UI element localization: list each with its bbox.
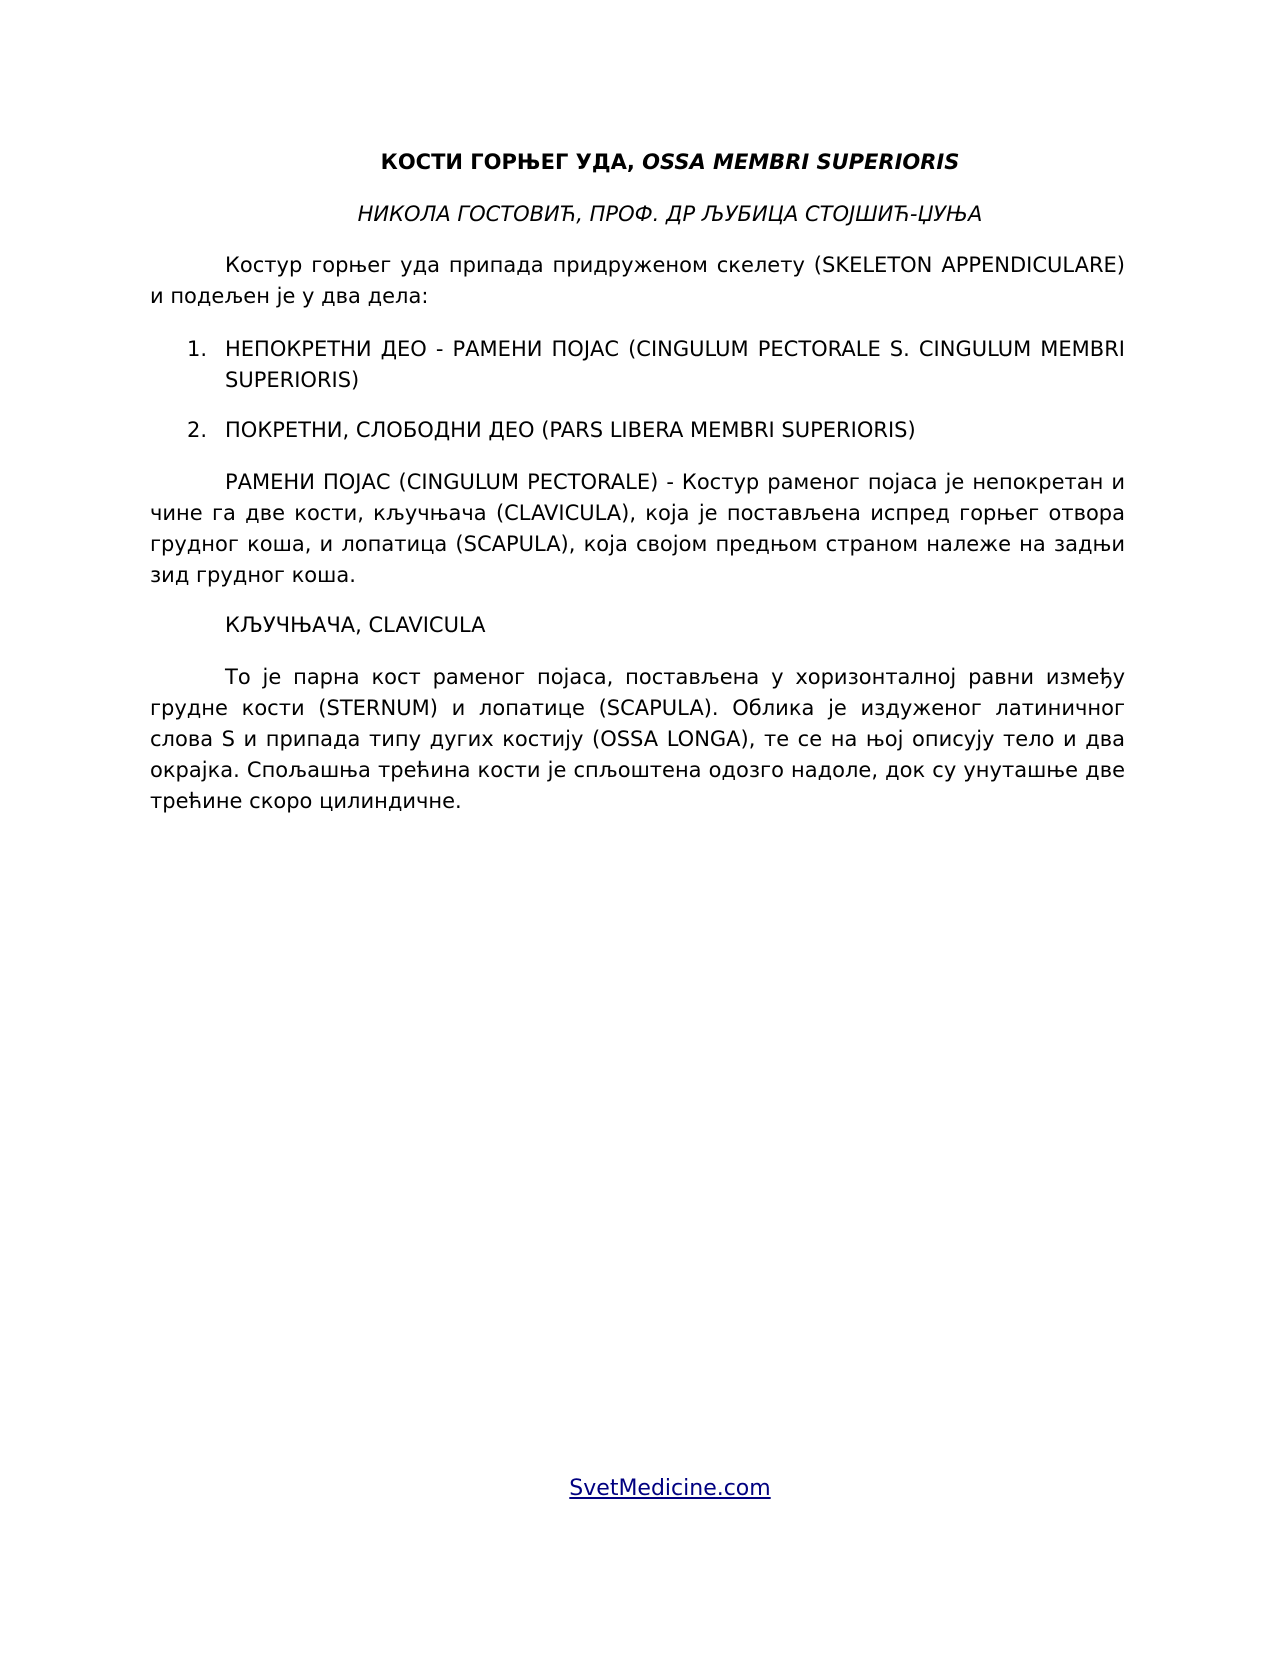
footer-site-link[interactable]: SvetMedicine.com bbox=[569, 1476, 771, 1501]
title-latin: OSSA MEMBRI SUPERIORIS bbox=[642, 150, 960, 174]
list-item-number: 1. bbox=[187, 337, 208, 361]
document-title bbox=[150, 147, 1125, 177]
list-item-text: НЕПОКРЕТНИ ДЕО - РАМЕНИ ПОЈАС (CINGULUM PECTORALE S. CINGULUM MEMBRI SUPERIORIS) bbox=[225, 337, 1125, 392]
document-page bbox=[150, 0, 1125, 1656]
list-item bbox=[150, 415, 1125, 446]
intro-paragraph: Костур горњег уда припада придруженом скелету (SKELETON APPENDICULARE) и подељен је у два дела: bbox=[150, 253, 1125, 308]
clavicula-heading: КЉУЧЊАЧА, CLAVICULA bbox=[225, 613, 486, 637]
list-section-1 bbox=[150, 334, 1125, 396]
list-item-number: 2. bbox=[187, 418, 208, 442]
clavicula-paragraph: То је парна кост раменог појаса, постављена у хоризонталној равни између грудне кости (STERNUM) и лопатице (SCAPULA). Облика је издуженог латиничног слова S и припада типу дугих костију (OSSA LONGA), те се на њој описују тело и два окрајка. Спољашња трећина кости је спљоштена одозго надоле, док су унуташње две трећине скоро цилиндичне. bbox=[150, 665, 1125, 813]
footer bbox=[150, 1474, 1125, 1504]
cingulum-paragraph: РАМЕНИ ПОЈАС (CINGULUM PECTORALE) - Костур раменог појаса је непокретан и чине га две кости, кључњача (CLAVICULA), која је постављена испред горњег отвора грудног коша, и лопатица (SCAPULA), која својом предњом страном належе на задњи зид грудног коша. bbox=[150, 470, 1125, 587]
list-item-text: ПОКРЕТНИ, СЛОБОДНИ ДЕО (PARS LIBERA MEMBRI SUPERIORIS) bbox=[225, 418, 916, 442]
title-cyrillic: КОСТИ ГОРЊЕГ УДА, bbox=[380, 150, 643, 174]
document-authors: НИКОЛА ГОСТОВИЋ, ПРОФ. ДР ЉУБИЦА СТОЈШИЋ-ЏУЊА bbox=[357, 202, 983, 226]
list-section-2 bbox=[150, 415, 1125, 446]
list-item bbox=[150, 334, 1125, 396]
